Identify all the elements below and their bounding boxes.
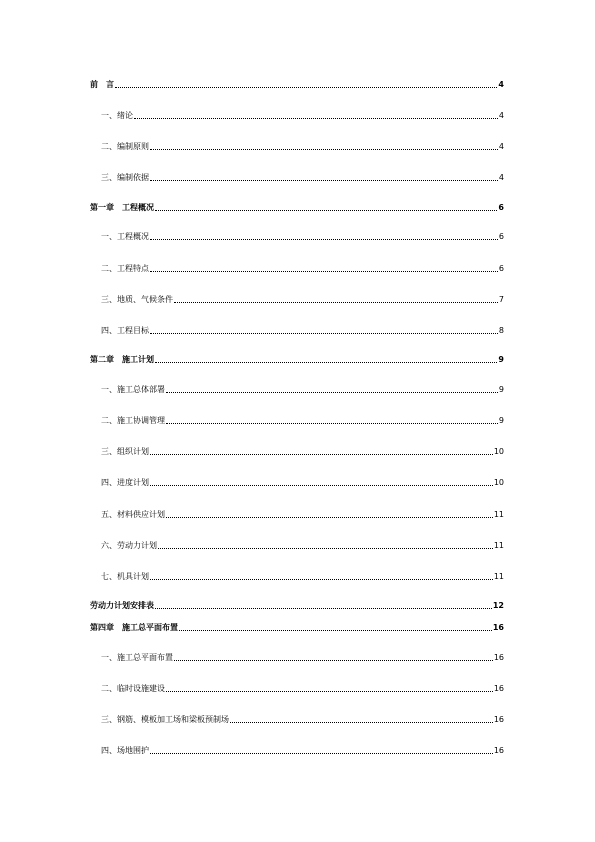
toc-entry-labor-schedule-table[interactable] (90, 601, 504, 611)
toc-dot-leader (158, 547, 493, 549)
toc-dot-leader (150, 148, 498, 150)
toc-dot-leader (174, 301, 498, 303)
toc-entry-title: 三、钢筋、模板加工场和梁板预制场 (101, 715, 229, 724)
toc-entry-page: 6 (498, 264, 504, 273)
toc-entry-page: 9 (498, 416, 504, 425)
toc-entry-page: 6 (498, 232, 504, 241)
toc-dot-leader (230, 721, 493, 723)
toc-entry-title: 一、施工总平面布置 (101, 653, 173, 662)
toc-entry-page: 11 (493, 510, 504, 519)
toc-entry-general-layout[interactable] (101, 653, 504, 663)
toc-entry-principles[interactable] (101, 142, 504, 152)
toc-entry-title: 第一章 工程概况 (90, 203, 154, 212)
toc-entry-title: 四、工程目标 (101, 326, 149, 335)
toc-entry-organization-plan[interactable] (101, 447, 504, 457)
toc-entry-basis[interactable] (101, 173, 504, 183)
toc-entry-title: 七、机具计划 (101, 572, 149, 581)
toc-dot-leader (150, 752, 493, 754)
toc-entry-page: 16 (493, 746, 504, 755)
toc-dot-leader (150, 270, 498, 272)
toc-entry-material-supply[interactable] (101, 510, 504, 520)
toc-entry-processing-yard[interactable] (101, 715, 504, 725)
toc-dot-leader (150, 332, 498, 334)
toc-entry-page: 11 (493, 572, 504, 581)
toc-entry-geology-climate[interactable] (101, 295, 504, 305)
toc-entry-title: 劳动力计划安排表 (90, 601, 154, 610)
toc-dot-leader (134, 117, 498, 119)
toc-entry-title: 二、临时设施建设 (101, 684, 165, 693)
toc-entry-project-overview[interactable] (101, 232, 504, 242)
toc-entry-overall-deployment[interactable] (101, 385, 504, 395)
toc-entry-title: 三、地质、气候条件 (101, 295, 173, 304)
toc-entry-title: 二、工程特点 (101, 264, 149, 273)
toc-dot-leader (155, 607, 492, 609)
toc-dot-leader (166, 516, 493, 518)
toc-dot-leader (166, 690, 493, 692)
toc-dot-leader (179, 629, 492, 631)
toc-entry-title: 三、组织计划 (101, 447, 149, 456)
toc-dot-leader (115, 86, 497, 88)
toc-entry-title: 一、施工总体部署 (101, 385, 165, 394)
toc-entry-title: 第二章 施工计划 (90, 355, 154, 364)
toc-entry-chapter-4[interactable] (90, 623, 504, 633)
toc-entry-page: 10 (493, 447, 504, 456)
toc-entry-page: 11 (493, 541, 504, 550)
toc-entry-introduction[interactable] (101, 111, 504, 121)
toc-entry-page: 4 (498, 142, 504, 151)
toc-entry-page: 4 (498, 111, 504, 120)
toc-entry-page: 7 (498, 295, 504, 304)
toc-entry-title: 六、劳动力计划 (101, 541, 157, 550)
toc-dot-leader (166, 422, 498, 424)
toc-entry-title: 二、施工协调管理 (101, 416, 165, 425)
toc-entry-schedule-plan[interactable] (101, 478, 504, 488)
toc-entry-page: 16 (493, 653, 504, 662)
toc-dot-leader (155, 361, 497, 363)
toc-entry-title: 三、编制依据 (101, 173, 149, 182)
toc-entry-page: 4 (498, 80, 504, 89)
toc-entry-page: 10 (493, 478, 504, 487)
toc-dot-leader (150, 238, 498, 240)
toc-dot-leader (150, 484, 493, 486)
toc-entry-page: 16 (492, 623, 504, 632)
toc-entry-page: 16 (493, 684, 504, 693)
toc-entry-title: 一、绪论 (101, 111, 133, 120)
toc-entry-project-goals[interactable] (101, 326, 504, 336)
toc-entry-page: 6 (498, 203, 504, 212)
toc-entry-page: 12 (492, 601, 504, 610)
toc-entry-site-enclosure[interactable] (101, 746, 504, 756)
toc-entry-project-features[interactable] (101, 264, 504, 274)
toc-entry-coordination-management[interactable] (101, 416, 504, 426)
toc-dot-leader (174, 659, 493, 661)
toc-entry-page: 16 (493, 715, 504, 724)
toc-entry-title: 前 言 (90, 80, 114, 89)
toc-entry-title: 五、材料供应计划 (101, 510, 165, 519)
toc-entry-title: 四、进度计划 (101, 478, 149, 487)
toc-entry-title: 第四章 施工总平面布置 (90, 623, 178, 632)
toc-entry-temporary-facilities[interactable] (101, 684, 504, 694)
toc-dot-leader (166, 391, 498, 393)
toc-entry-equipment-plan[interactable] (101, 572, 504, 582)
toc-entry-page: 8 (498, 326, 504, 335)
toc-entry-title: 四、场地围护 (101, 746, 149, 755)
toc-entry-page: 9 (498, 385, 504, 394)
toc-dot-leader (155, 209, 497, 211)
toc-dot-leader (150, 453, 493, 455)
toc-entry-title: 二、编制原则 (101, 142, 149, 151)
toc-entry-labor-plan[interactable] (101, 541, 504, 551)
toc-entry-page: 4 (498, 173, 504, 182)
toc-entry-chapter-2[interactable] (90, 355, 504, 365)
toc-entry-chapter-1[interactable] (90, 203, 504, 213)
toc-entry-page: 9 (498, 355, 504, 364)
toc-dot-leader (150, 179, 498, 181)
toc-entry-title: 一、工程概况 (101, 232, 149, 241)
toc-entry-preface[interactable] (90, 80, 504, 90)
toc-dot-leader (150, 578, 493, 580)
